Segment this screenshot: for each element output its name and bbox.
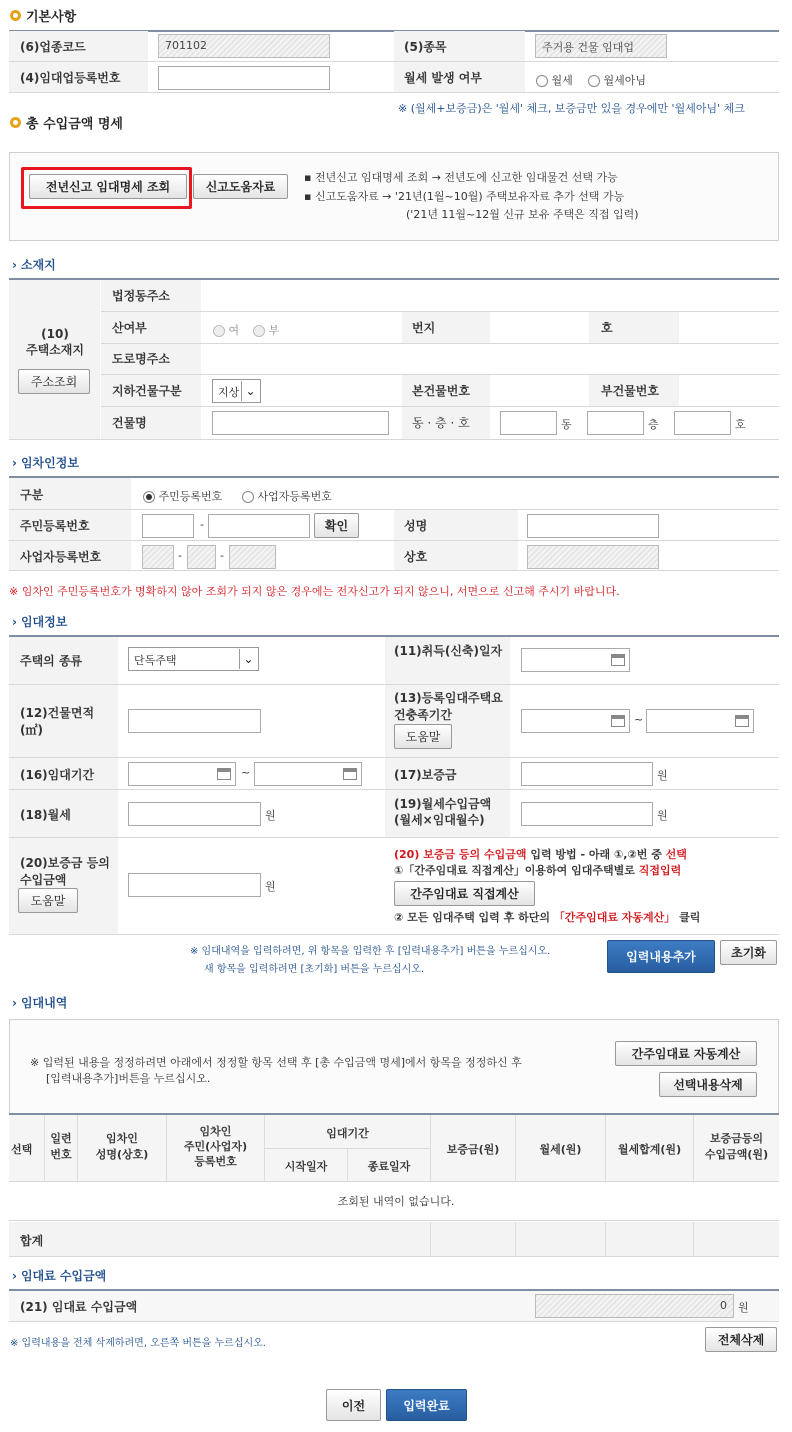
- chevron-right-icon: ›: [12, 1268, 17, 1283]
- chevron-right-icon: ›: [12, 257, 17, 272]
- delete-all-button[interactable]: 전체삭제: [705, 1327, 777, 1352]
- item-label: (5)종목: [404, 40, 447, 54]
- resident-no-front-input[interactable]: [142, 514, 194, 538]
- ho-input[interactable]: [674, 411, 731, 435]
- acquisition-date-label: (11)취득(신축)일자: [394, 644, 503, 658]
- house-type-label: 주택의 종류: [20, 654, 83, 668]
- section-income: › 임대료 수입금액: [12, 1268, 107, 1283]
- col-tenant-name: 임차인 성명(상호): [95, 1132, 149, 1161]
- name-input[interactable]: [527, 514, 659, 538]
- main-bldg-no-label: 본건물번호: [412, 384, 470, 398]
- radio-not-monthly[interactable]: [588, 75, 600, 87]
- building-name-label: 건물명: [112, 416, 147, 430]
- col-deposit-income: 보증금등의 수입금액(원): [704, 1132, 769, 1161]
- category-label: 구분: [20, 488, 44, 502]
- empty-message: 조회된 내역이 없습니다.: [337, 1195, 455, 1208]
- income-value: 0: [535, 1294, 734, 1318]
- lease-reg-input[interactable]: [158, 66, 330, 90]
- section-location: › 소재지: [12, 257, 56, 272]
- income-label: (21) 임대료 수입금액: [20, 1300, 138, 1314]
- radio-mountain-no[interactable]: [253, 325, 265, 337]
- business-no-label: 사업자등록번호: [20, 550, 102, 564]
- col-rent-total: 월세합계(원): [617, 1143, 682, 1156]
- section-income-detail: 총 수입금액 명세: [10, 113, 123, 132]
- chevron-right-icon: ›: [12, 995, 17, 1010]
- lease-notice1: ※ 임대내역을 입력하려면, 위 항목을 입력한 후 [입력내용추가] 버튼을 누르십시오.: [190, 946, 551, 957]
- query-line2: ▪ 신고도움자료 → '21년(1월~10월) 주택보유자료 추가 선택 가능: [304, 190, 625, 203]
- ho-label: 호: [601, 321, 613, 335]
- item-field: 주거용 건물 임대업: [535, 34, 667, 58]
- help-data-button[interactable]: 신고도움자료: [193, 174, 288, 199]
- deposit-input[interactable]: [521, 762, 653, 786]
- building-area-label: (12)건물면적(㎡): [20, 706, 95, 737]
- chevron-down-icon: ⌄: [239, 649, 257, 669]
- monthly-rent-label: 월세 발생 여부: [404, 71, 482, 85]
- confirm-button[interactable]: 확인: [314, 513, 359, 538]
- delete-selected-button[interactable]: 선택내용삭제: [659, 1072, 757, 1097]
- deposit-income-input[interactable]: [128, 873, 261, 897]
- history-notice2: [입력내용추가]버튼을 누르십시오.: [46, 1072, 211, 1085]
- monthly-rent-label-18: (18)월세: [20, 808, 71, 822]
- tenant-warning: ※ 임차인 주민등록번호가 명확하지 않아 조회가 되지 않은 경우에는 전자신고가 되지 않으니, 서면으로 신고해 주시기 바랍니다.: [9, 585, 620, 598]
- method-line1: (20) 보증금 등의 수입금액 입력 방법 - 아래 ①,②번 중 선택: [394, 848, 687, 861]
- name-label: 성명: [404, 519, 428, 533]
- calendar-icon[interactable]: [735, 715, 749, 727]
- reset-button[interactable]: 초기화: [720, 940, 777, 965]
- add-entry-button[interactable]: 입력내용추가: [607, 940, 715, 973]
- notice-top: ※ (월세+보증금)은 '월세' 체크, 보증금만 있을 경우에만 '월세아님' 체크: [398, 102, 745, 115]
- prev-button[interactable]: 이전: [326, 1389, 381, 1421]
- floor-input[interactable]: [587, 411, 644, 435]
- method-line2: ①「간주임대료 직접계산」이용하여 임대주택별로 직접입력: [394, 864, 682, 877]
- dong-input[interactable]: [500, 411, 557, 435]
- business-code-label: (6)업종코드: [20, 40, 86, 54]
- underground-label: 지하건물구분: [112, 384, 182, 398]
- calendar-icon[interactable]: [343, 768, 357, 780]
- col-deposit: 보증금(원): [446, 1143, 500, 1156]
- auto-calc-button[interactable]: 간주임대료 자동계산: [615, 1041, 757, 1066]
- resident-no-back-input[interactable]: [208, 514, 310, 538]
- query-line1: ▪ 전년신고 임대명세 조회 → 전년도에 신고한 임대물건 선택 가능: [304, 171, 618, 184]
- total-label: 합계: [20, 1234, 44, 1248]
- monthly-income-label: (19)월세수입금액(월세×임대월수): [394, 797, 492, 827]
- lease-period-label: (16)임대기간: [20, 768, 95, 782]
- business-code-field: 701102: [158, 34, 330, 58]
- building-name-input[interactable]: [212, 411, 389, 435]
- chevron-down-icon: ⌄: [241, 381, 259, 401]
- radio-business[interactable]: [242, 491, 254, 503]
- deposit-label: (17)보증금: [394, 768, 457, 782]
- total-row: [9, 1222, 779, 1256]
- chevron-right-icon: ›: [12, 455, 17, 470]
- lot-no-label: 번지: [412, 321, 436, 335]
- submit-button[interactable]: 입력완료: [386, 1389, 467, 1421]
- query-line3: ('21년 11월~12월 신규 보유 주택은 직접 입력): [406, 208, 639, 221]
- lease-notice2: 새 항목을 입력하려면 [초기화] 버튼을 누르십시오.: [204, 964, 425, 975]
- house-type-select[interactable]: 단독주택 ⌄: [128, 647, 259, 671]
- col-select: 선택: [11, 1143, 33, 1156]
- resident-no-label: 주민등록번호: [20, 519, 90, 533]
- mountain-label: 산여부: [112, 321, 147, 335]
- lease-reg-label: (4)임대업등록번호: [20, 71, 121, 85]
- section-history: › 임대내역: [12, 995, 68, 1010]
- business-no-3: [229, 545, 276, 569]
- calendar-icon[interactable]: [611, 715, 625, 727]
- building-area-input[interactable]: [128, 709, 261, 733]
- calendar-icon[interactable]: [611, 654, 625, 666]
- legal-address-label: 법정동주소: [112, 289, 170, 303]
- company-label: 상호: [404, 550, 428, 564]
- radio-resident[interactable]: [143, 491, 155, 503]
- section-basic: 기본사항: [10, 6, 76, 25]
- house-location-label: (10) 주택소재지: [26, 327, 84, 357]
- monthly-income-input[interactable]: [521, 802, 653, 826]
- col-tenant-id: 임차인 주민(사업자) 등록번호: [183, 1125, 248, 1168]
- bullet-icon: [10, 117, 21, 128]
- dong-floor-ho-label: 동 · 층 · 호: [412, 416, 470, 430]
- business-no-2: [187, 545, 216, 569]
- calendar-icon[interactable]: [217, 768, 231, 780]
- address-search-button[interactable]: 주소조회: [18, 369, 90, 394]
- road-address-label: 도로명주소: [112, 352, 170, 366]
- deposit-income-label: (20)보증금 등의 수입금액: [20, 856, 110, 887]
- section-lease: › 임대정보: [12, 614, 68, 629]
- monthly-rent-input[interactable]: [128, 802, 261, 826]
- col-start: 시작일자: [284, 1160, 328, 1173]
- history-notice: ※ 입력된 내용을 정정하려면 아래에서 정정할 항목 선택 후 [총 수입금액 명세]에서 항목을 정정하신 후: [30, 1056, 522, 1069]
- chevron-right-icon: ›: [12, 614, 17, 629]
- radio-monthly[interactable]: [536, 75, 548, 87]
- radio-mountain-yes[interactable]: [213, 325, 225, 337]
- delete-all-notice: ※ 입력내용을 전체 삭제하려면, 오른쪽 버튼을 누르십시오.: [10, 1338, 266, 1349]
- direct-calc-button[interactable]: 간주임대료 직접계산: [394, 881, 535, 906]
- company-field: [527, 545, 659, 569]
- help-button-13[interactable]: 도움말: [394, 724, 452, 749]
- sub-bldg-no-label: 부건물번호: [601, 384, 659, 398]
- col-end: 종료일자: [367, 1160, 411, 1173]
- bullet-icon: [10, 10, 21, 21]
- help-button-20[interactable]: 도움말: [18, 888, 78, 913]
- col-period: 임대기간: [326, 1127, 369, 1140]
- method-line3: ② 모든 임대주택 입력 후 하단의 「간주임대료 자동계산」 클릭: [394, 911, 701, 924]
- prev-year-query-button[interactable]: 전년신고 임대명세 조회: [29, 174, 187, 199]
- registered-period-label: (13)등록임대주택요건충족기간: [394, 691, 503, 722]
- col-rent: 월세(원): [539, 1143, 582, 1156]
- underground-select[interactable]: 지상 ⌄: [212, 379, 261, 403]
- business-no-1: [142, 545, 174, 569]
- section-tenant: › 임차인정보: [12, 455, 79, 470]
- col-serial: 일련 번호: [50, 1132, 72, 1161]
